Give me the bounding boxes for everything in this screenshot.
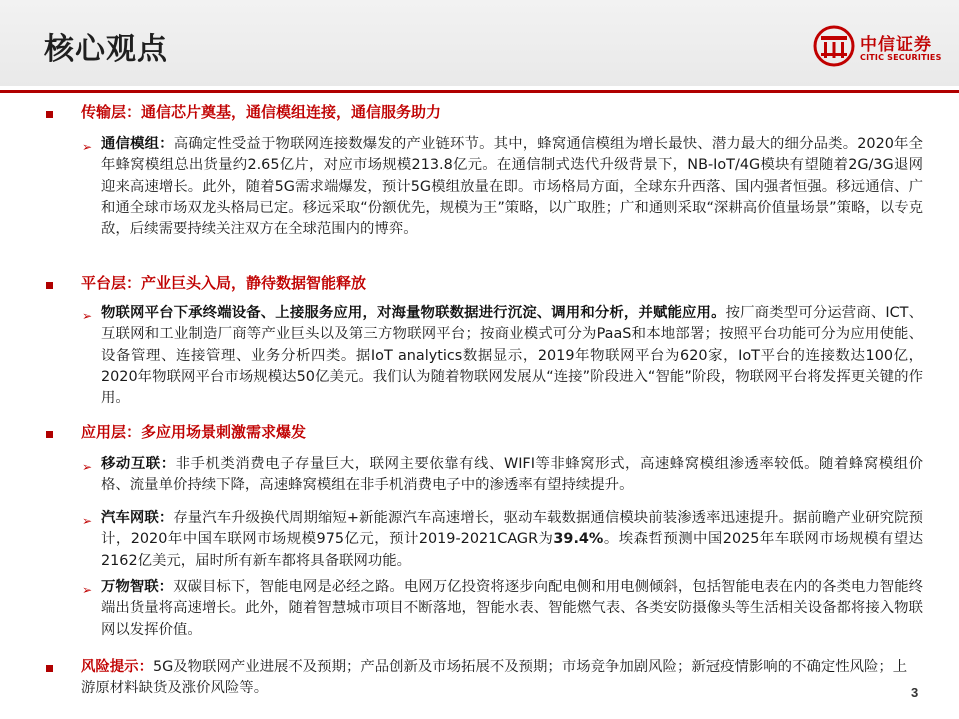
arrow-bullet-icon: ➢: [82, 309, 93, 323]
section-title-application: 应用层：多应用场景刺激需求爆发: [81, 423, 307, 441]
paragraph-text: 存量汽车升级换代周期缩短+新能源汽车高速增长，驱动车载数据通信模块前装渗透率迅速提升。据前瞻产业研究院预计，2020年中国车联网市场规模975亿元，预计2019-2021CAGR为: [101, 510, 923, 548]
paragraph-connected-car: [101, 508, 923, 572]
arrow-bullet-icon: ➢: [82, 514, 93, 528]
page-number: 3: [911, 685, 919, 700]
risk-label: 风险提示：: [81, 659, 153, 675]
arrow-bullet-icon: ➢: [82, 140, 93, 154]
risk-warning: [81, 657, 921, 700]
paragraph-text: 按厂商类型可分运营商、ICT、互联网和工业制造厂商等产业巨头以及第三方物联网平台；按商业模式可分为PaaS和本地部署；按照平台功能可分为应用使能、设备管理、连接管理、业务分析四类。据IoT analytics数据显示，2019年物联网平台为620家，IoT平台的连接数达100亿，2020年物联网平台市场规模达50亿美元。我们认为随着物联网发展从“连接”阶段进入“智能”阶段，物联网平台将发挥更关键的作用。: [101, 305, 923, 407]
paragraph-text: 双碳目标下，智能电网是必经之路。电网万亿投资将逐步向配电侧和用电侧倾斜，包括智能电表在内的各类电力智能终端出货量将高速增长。此外，随着智慧城市项目不断落地，智能水表、智能燃气表、各类安防摄像头等生活相关设备都将接入物联网以发挥价值。: [101, 579, 923, 638]
paragraph-lead: 物联网平台下承终端设备、上接服务应用，对海量物联数据进行沉淀、调用和分析，并赋能应用。: [101, 305, 726, 321]
logo-en-text: CITIC SECURITIES: [860, 53, 942, 62]
paragraph-text: 非手机类消费电子存量巨大，联网主要依靠有线、WIFI等非蜂窝形式，高速蜂窝模组渗透率较低。随着蜂窝模组价格、流量单价持续下降，高速蜂窝模组在非手机消费电子中的渗透率有望持续提升。: [101, 456, 923, 494]
section-bullet-icon: [46, 665, 53, 672]
section-bullet-icon: [46, 111, 53, 118]
page-title: 核心观点: [44, 32, 168, 67]
section-bullet-icon: [46, 282, 53, 289]
logo-cn-text: 中信证券: [860, 35, 932, 55]
paragraph-lead: 汽车网联：: [101, 510, 174, 526]
page-header: [0, 0, 959, 86]
paragraph-text: 。埃森哲预测中国2025年车联网市场规模有望达2162亿美元，届时所有新车都将具备联网功能。: [101, 531, 923, 569]
section-bullet-icon: [46, 431, 53, 438]
paragraph-smart-things: [101, 577, 923, 641]
arrow-bullet-icon: ➢: [82, 583, 93, 597]
cagr-value: 39.4%: [553, 531, 604, 548]
paragraph-lead: 通信模组：: [101, 136, 174, 152]
header-divider: [0, 90, 959, 93]
section-title-platform: 平台层：产业巨头入局，静待数据智能释放: [81, 274, 367, 292]
section-title-transport: 传输层：通信芯片奠基，通信模组连接，通信服务助力: [81, 103, 442, 121]
citic-logo: [810, 22, 950, 72]
paragraph-lead: 移动互联：: [101, 456, 176, 472]
paragraph-text: 高确定性受益于物联网连接数爆发的产业链环节。其中，蜂窝通信模组为增长最快、潜力最大的细分品类。2020年全年蜂窝模组总出货量约2.65亿片，对应市场规模213.8亿元。在通信制式迭代升级背景下，NB-IoT/4G模块有望随着2G/3G退网迎来高速增长。此外，随着5G需求端爆发，预计5G模组放量在即。市场格局方面，全球东升西落、国内强者恒强。移远通信、广和通全球市场双龙头格局已定。移远采取“份额优先，规模为王”策略，以广取胜；广和通则采取“深耕高价值量场景”策略，以专克敌，后续需要持续关注双方在全球范围内的博弈。: [101, 136, 923, 238]
risk-text: 5G及物联网产业进展不及预期；产品创新及市场拓展不及预期；市场竞争加剧风险；新冠疫情影响的不确定性风险；上游原材料缺货及涨价风险等。: [81, 659, 908, 697]
paragraph-lead: 万物智联：: [101, 579, 174, 595]
paragraph-mobile-internet: [101, 454, 923, 497]
paragraph-comm-module: [101, 134, 923, 240]
citic-emblem-icon: [812, 24, 856, 68]
paragraph-iot-platform: [101, 303, 923, 409]
arrow-bullet-icon: ➢: [82, 460, 93, 474]
